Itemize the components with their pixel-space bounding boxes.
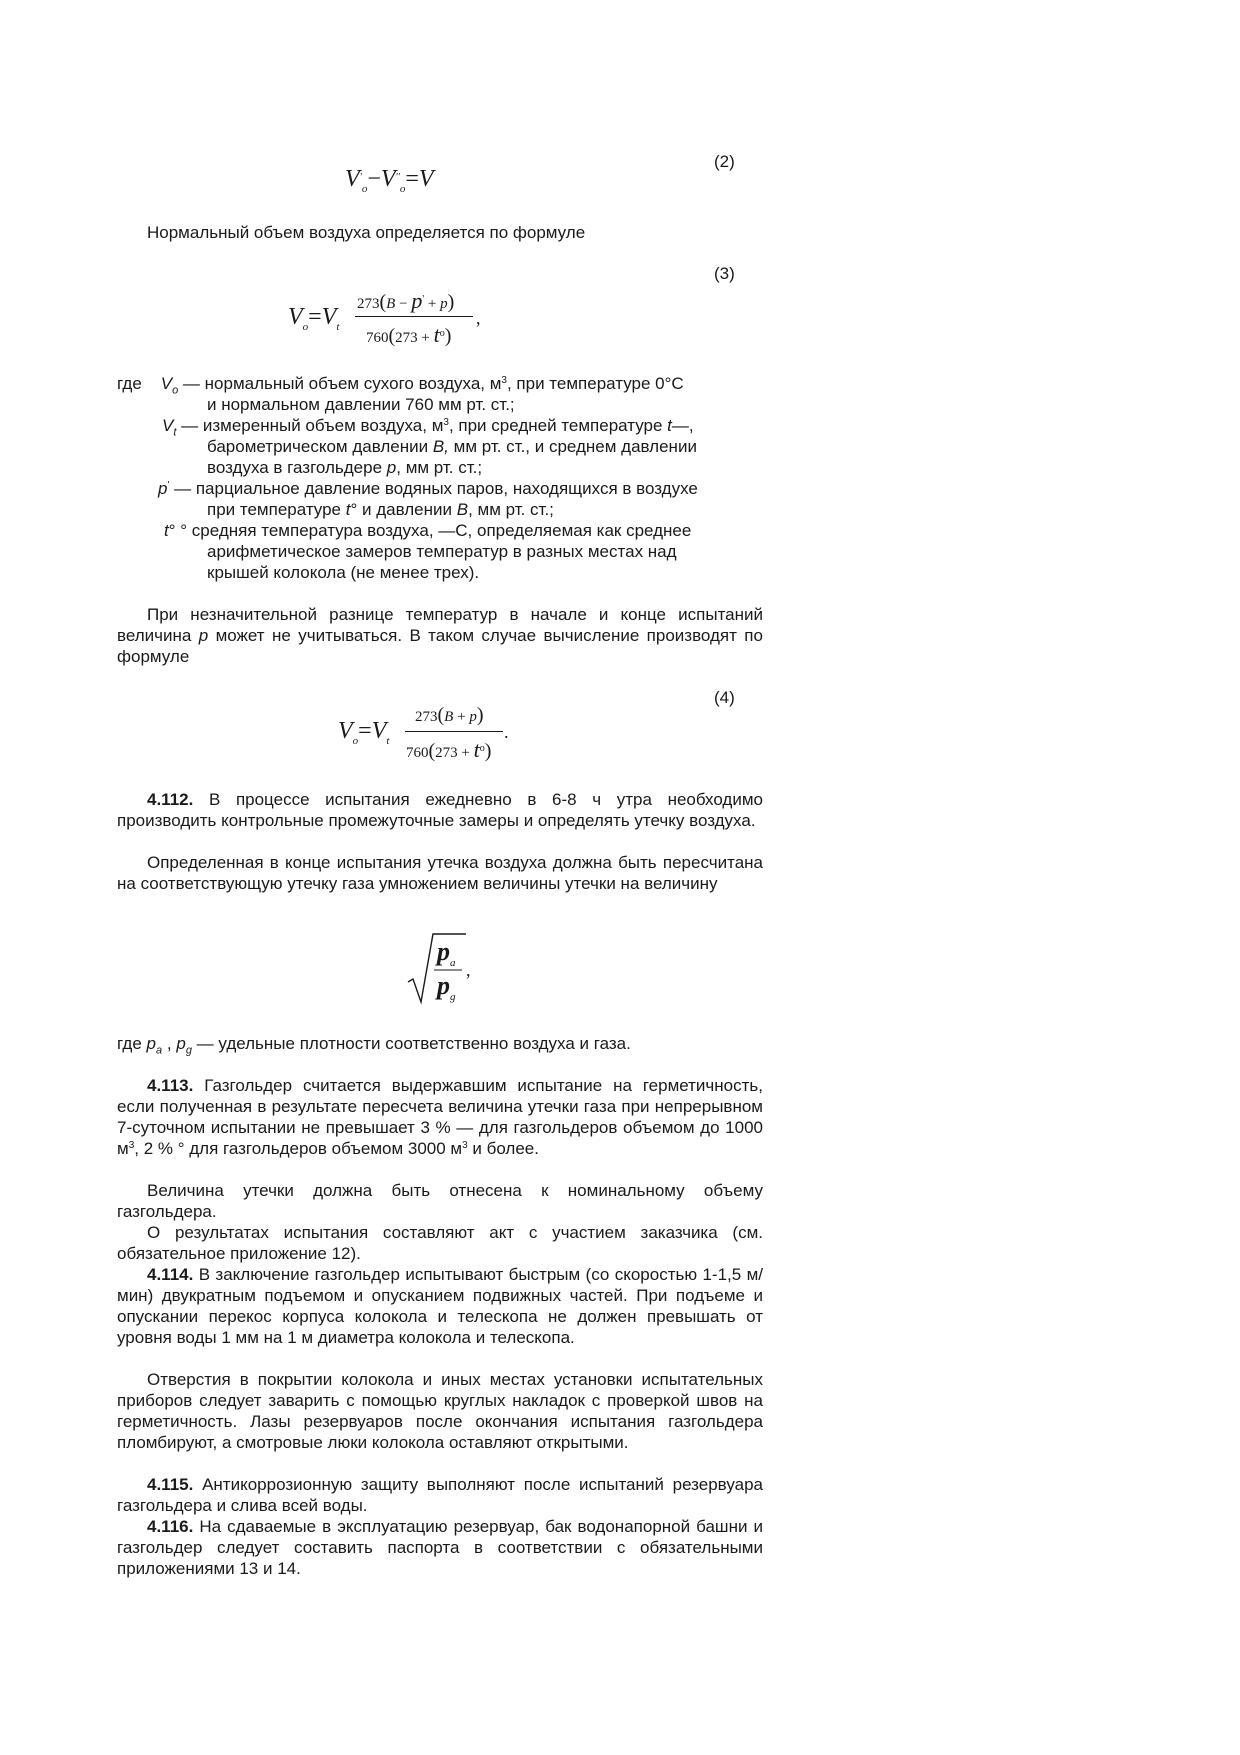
section-4-112-p2: Определенная в конце испытания утечка воздуха должна быть пересчитана на соответствующую утечку газа умножением величины утечки на величину xyxy=(117,853,763,893)
section-4-116-number: 4.116. xyxy=(147,1517,194,1536)
formula-3-num-B: B xyxy=(386,296,396,312)
formula-4-vo-sub: o xyxy=(352,734,359,747)
paragraph-small-difference-p: p xyxy=(198,626,209,645)
formula-4-num-plus: + xyxy=(457,709,466,725)
paragraph-small-difference-b: может не учитываться. В таком случае вычисление производят по формуле xyxy=(117,626,763,666)
section-4-116 xyxy=(117,1516,763,1579)
definition-vt-cont1-a: барометрическом давлении xyxy=(207,437,429,456)
intro-normal-volume: Нормальный объем воздуха определяется по формуле xyxy=(147,223,586,242)
formula-3-number: (3) xyxy=(714,264,735,283)
definition-vt-cont1-c: мм рт. ст., и среднем давлении xyxy=(453,437,697,456)
section-4-113-number: 4.113. xyxy=(147,1076,194,1095)
density-comma: , xyxy=(166,1034,172,1053)
section-4-113-sup1: 3 xyxy=(128,1140,135,1151)
formula-3-den-273: 273 xyxy=(395,330,418,346)
section-4-114 xyxy=(117,1264,763,1348)
definition-t xyxy=(164,520,691,541)
formula-2-equals: = xyxy=(405,166,419,192)
formula-4-den-plus: + xyxy=(461,745,470,761)
definition-t-symbol: t xyxy=(164,521,169,540)
formula-2 xyxy=(345,166,434,193)
definition-vt-text-c: —, xyxy=(671,416,694,435)
sqrt-comma: , xyxy=(466,960,471,980)
definition-vt-cont2-p: p xyxy=(386,458,397,477)
formula-4-number: (4) xyxy=(714,688,735,707)
section-4-115-text: Антикоррозионную защиту выполняют после испытаний резервуара газгольдера и слива всей воды. xyxy=(117,1475,763,1515)
formula-3-num-plus: + xyxy=(427,296,437,312)
formula-2-sub1: o xyxy=(361,182,368,195)
definition-vo-sup: 3 xyxy=(501,375,507,386)
section-4-113-text-b: , 2 % ° для газгольдеров объемом 3000 м xyxy=(134,1139,463,1158)
formula-4-vt: V xyxy=(371,718,387,744)
section-4-112 xyxy=(117,789,763,831)
formula-2-v1: V xyxy=(345,166,360,192)
definition-vt-continued-1 xyxy=(207,436,763,457)
definition-vt-text-b: , при средней температуре xyxy=(448,416,663,435)
section-4-113-sup2: 3 xyxy=(462,1140,468,1151)
definition-p-cont-c: , мм рт. ст.; xyxy=(468,500,554,519)
definition-p xyxy=(158,478,698,499)
definition-vo-text-a: — нормальный объем сухого воздуха, м xyxy=(182,374,502,393)
sqrt-denominator-sub: g xyxy=(450,991,456,1004)
formula-3-num-minus: − xyxy=(399,296,408,312)
formula-4-num-lparen: ( xyxy=(437,704,445,726)
section-4-114-p2: Отверстия в покрытии колокола и иных местах установки испытательных приборов следует заварить с помощью круглых накладок с проверкой швов на герметичность. Лазы резервуаров после окончания испытания газгольдера пломбируют, а смотровые люки колокола оставляют открытыми. xyxy=(117,1370,763,1452)
formula-4-fraction-line xyxy=(405,731,503,732)
formula-3-den-plus: + xyxy=(421,330,430,346)
formula-2-v2: V xyxy=(380,166,396,192)
definition-vt xyxy=(162,415,763,439)
density-definition-text: — удельные плотности соответственно воздуха и газа. xyxy=(196,1034,631,1053)
formula-3-num-prime: ' xyxy=(422,294,425,305)
formula-4-den-lparen: ( xyxy=(428,740,436,762)
formula-4-numerator xyxy=(415,704,483,727)
formula-3-den-deg: o xyxy=(439,328,445,339)
section-4-113 xyxy=(117,1075,763,1159)
paragraph-small-difference xyxy=(117,604,763,667)
definition-vo-text-b: , при температуре 0°С xyxy=(506,374,684,393)
density-definition xyxy=(117,1033,631,1057)
formula-4-num-p: p xyxy=(469,709,477,725)
definition-vo-continued: и нормальном давлении 760 мм рт. ст.; xyxy=(207,395,515,414)
paragraph-small-difference-a: При незначительной разнице температур в начале и конце испытаний величина xyxy=(117,605,763,645)
definition-vt-cont2-a: воздуха в газгольдере xyxy=(207,458,383,477)
formula-4-num-B: B xyxy=(444,709,454,725)
formula-4-denominator xyxy=(406,737,491,763)
formula-3-den-t: t xyxy=(433,322,440,347)
definition-p-prime: ' xyxy=(167,480,170,491)
formula-3-num-p: p xyxy=(411,288,423,313)
formula-4-num-rparen: ) xyxy=(476,704,484,726)
definition-p-continued xyxy=(207,499,763,520)
section-4-113-text-c: и более. xyxy=(467,1139,539,1158)
formula-4-den-t: t xyxy=(473,737,480,762)
formula-4-den-rparen: ) xyxy=(484,740,492,762)
formula-2-sub2: o xyxy=(399,182,406,195)
definition-p-cont-b: ° и давлении xyxy=(350,500,452,519)
formula-3-numerator xyxy=(357,288,454,314)
formula-3-fraction-line xyxy=(355,316,473,317)
definition-vt-cont2-b: , мм рт. ст.; xyxy=(396,458,483,477)
sqrt-formula xyxy=(406,932,476,1008)
density-definition-where: где xyxy=(117,1034,142,1053)
definition-p-text: — парциальное давление водяных паров, находящихся в воздухе xyxy=(174,479,698,498)
definition-t-text: ° ° средняя температура воздуха, —С, определяемая как среднее xyxy=(168,521,692,540)
formula-4-num-273: 273 xyxy=(415,709,438,725)
formula-3-num-lparen: ( xyxy=(379,291,387,313)
sqrt-numerator xyxy=(437,937,456,970)
formula-3-vt: V xyxy=(321,304,337,330)
formula-3-vt-sub: t xyxy=(336,320,340,333)
formula-3-comma: , xyxy=(476,308,481,328)
formula-3-denominator xyxy=(366,322,451,348)
definition-vt-t: t xyxy=(667,416,672,435)
formula-3-den-760: 760 xyxy=(366,330,389,346)
definition-vt-subscript: t xyxy=(173,426,177,439)
section-4-113-p2: Величина утечки должна быть отнесена к номинальному объему газгольдера. xyxy=(117,1181,763,1221)
definition-p-cont-a: при температуре xyxy=(207,500,342,519)
section-4-115-number: 4.115. xyxy=(147,1475,194,1494)
definition-vo xyxy=(117,373,763,397)
formula-3-eq: = xyxy=(308,304,322,330)
formula-3-vo: V xyxy=(288,304,303,330)
section-4-112-number: 4.112. xyxy=(147,790,194,809)
section-4-115 xyxy=(117,1474,763,1516)
formula-2-rhs: V xyxy=(418,166,434,192)
formula-3-vo-sub: o xyxy=(302,320,309,333)
formula-3-num-273: 273 xyxy=(357,296,380,312)
definition-where: где xyxy=(117,374,142,393)
density-pg: p xyxy=(176,1034,186,1053)
definition-vt-cont1-b: B, xyxy=(432,437,449,456)
section-4-114-text: В заключение газгольдер испытывают быстрым (со скоростью 1-1,5 м/мин) двукратным подъемом и опусканием подвижных частей. При подъеме и опускании перекос корпуса колокола и телескопа не должен превышать от уровня воды 1 мм на 1 м диаметра колокола и телескопа. xyxy=(117,1265,763,1347)
sqrt-denominator xyxy=(437,971,456,1004)
definition-vt-text-a: — измеренный объем воздуха, м xyxy=(181,416,444,435)
formula-4-eq: = xyxy=(358,718,372,744)
section-4-112-text: В процессе испытания ежедневно в 6-8 ч утра необходимо производить контрольные промежуточные замеры и определять утечку воздуха. xyxy=(117,790,763,830)
section-4-113-p3: О результатах испытания составляют акт с участием заказчика (см. обязательное приложение 12). xyxy=(117,1223,763,1263)
definition-vt-sup: 3 xyxy=(443,417,449,428)
formula-3-num-p2: p xyxy=(440,296,448,312)
sqrt-denominator-p: p xyxy=(437,971,450,1000)
definition-p-cont-t: t xyxy=(345,500,351,519)
definition-p-cont-B: B xyxy=(456,500,469,519)
density-pa: p xyxy=(146,1034,157,1053)
section-4-116-text: На сдаваемые в эксплуатацию резервуар, бак водонапорной башни и газгольдер следует составить паспорта в соответствии с обязательными приложениями 13 и 14. xyxy=(117,1517,763,1578)
section-4-113-text-a: Газгольдер считается выдержавшим испытание на герметичность, если полученная в результате пересчета величина утечки газа при непрерывном 7-суточном испытании не превышает 3 % — для газгольдеров объемом до 1000 м xyxy=(117,1076,763,1158)
formula-2-prime1: ' xyxy=(359,172,362,183)
formula-2-prime2: '' xyxy=(395,172,400,183)
section-4-114-number: 4.114. xyxy=(147,1265,194,1284)
formula-4-vo: V xyxy=(338,718,353,744)
formula-4-lhs xyxy=(338,718,389,745)
formula-4-den-760: 760 xyxy=(406,745,429,761)
definition-vo-subscript: o xyxy=(172,384,179,397)
formula-2-number: (2) xyxy=(714,152,735,171)
definition-t-continued-2: крышей колокола (не менее трех). xyxy=(207,563,480,582)
formula-4-den-deg: o xyxy=(479,743,485,754)
definition-t-continued-1: арифметическое замеров температур в разных местах над xyxy=(207,542,677,561)
definition-vo-symbol: V xyxy=(160,374,173,393)
formula-2-minus: − xyxy=(367,166,381,192)
formula-3-lhs xyxy=(288,304,339,331)
sqrt-numerator-sub: a xyxy=(450,957,456,970)
sqrt-numerator-p: p xyxy=(437,937,450,966)
density-pa-sub: a xyxy=(156,1044,163,1057)
formula-4-vt-sub: t xyxy=(386,734,390,747)
definition-vt-symbol: V xyxy=(162,416,174,435)
formula-4-period: . xyxy=(504,722,509,742)
density-pg-sub: g xyxy=(185,1044,192,1057)
formula-3-den-lparen: ( xyxy=(388,325,396,347)
formula-3-den-rparen: ) xyxy=(444,325,452,347)
definition-vt-continued-2 xyxy=(207,457,763,478)
definition-p-symbol: p xyxy=(158,479,168,498)
formula-4-den-273: 273 xyxy=(435,745,458,761)
formula-3-num-rparen: ) xyxy=(447,291,455,313)
